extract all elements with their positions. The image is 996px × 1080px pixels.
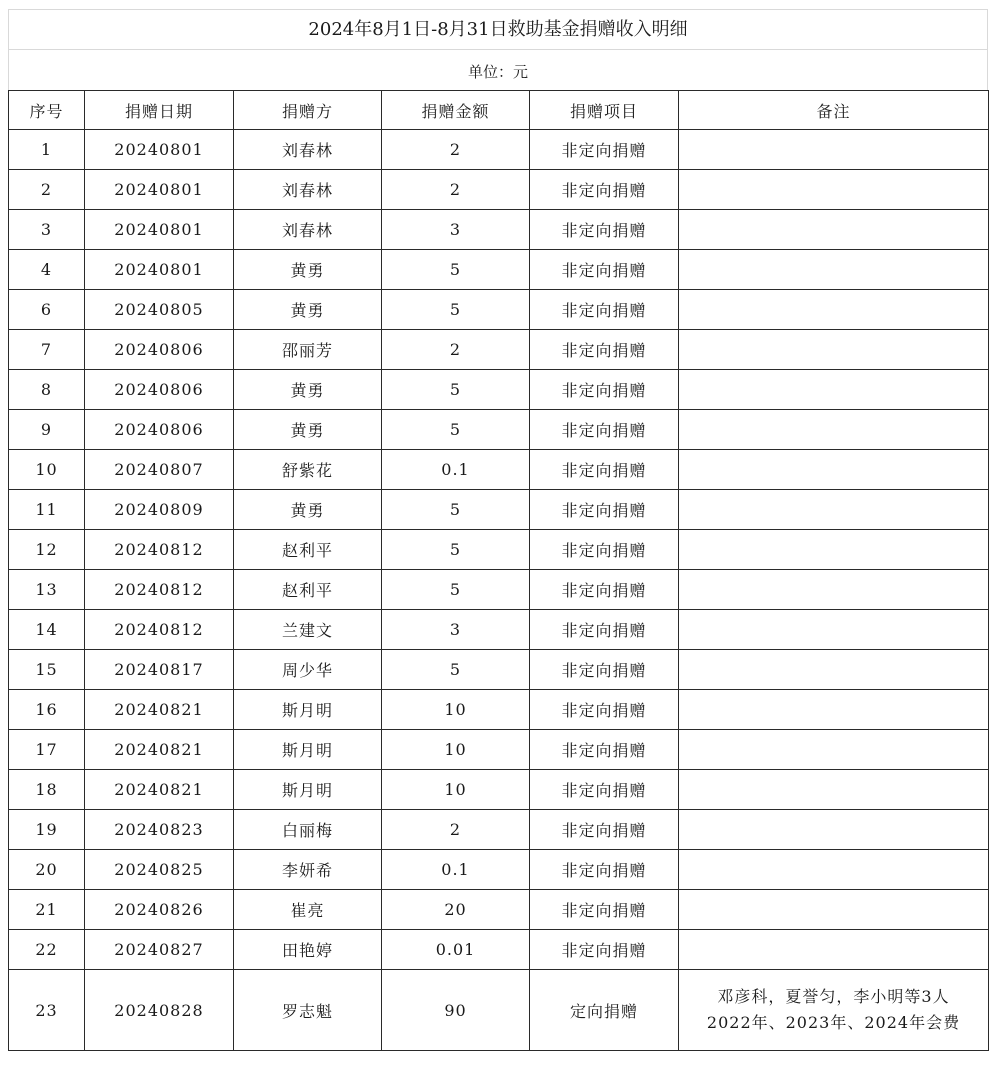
document-title: 2024年8月1日-8月31日救助基金捐赠收入明细 — [8, 9, 988, 49]
cell-project: 非定向捐赠 — [530, 730, 679, 770]
cell-donor: 白丽梅 — [234, 810, 382, 850]
cell-project: 非定向捐赠 — [530, 850, 679, 890]
cell-seq: 8 — [9, 370, 85, 410]
cell-date: 20240809 — [85, 490, 234, 530]
cell-seq: 16 — [9, 690, 85, 730]
cell-note — [679, 890, 989, 930]
donation-table — [8, 90, 989, 1051]
cell-note — [679, 170, 989, 210]
cell-amount: 2 — [382, 130, 530, 170]
table-row — [9, 570, 989, 610]
cell-date: 20240806 — [85, 370, 234, 410]
cell-amount: 3 — [382, 610, 530, 650]
cell-date: 20240826 — [85, 890, 234, 930]
cell-note — [679, 370, 989, 410]
cell-date: 20240821 — [85, 730, 234, 770]
cell-donor: 赵利平 — [234, 570, 382, 610]
cell-donor: 斯月明 — [234, 770, 382, 810]
cell-note — [679, 130, 989, 170]
cell-note — [679, 610, 989, 650]
cell-donor: 黄勇 — [234, 250, 382, 290]
cell-amount: 20 — [382, 890, 530, 930]
table-row — [9, 250, 989, 290]
cell-date: 20240817 — [85, 650, 234, 690]
header-seq: 序号 — [9, 91, 85, 130]
cell-seq: 2 — [9, 170, 85, 210]
header-date: 捐赠日期 — [85, 91, 234, 130]
cell-note — [679, 730, 989, 770]
cell-amount: 3 — [382, 210, 530, 250]
cell-seq: 9 — [9, 410, 85, 450]
cell-seq: 11 — [9, 490, 85, 530]
cell-amount: 5 — [382, 290, 530, 330]
cell-donor: 黄勇 — [234, 490, 382, 530]
cell-donor: 罗志魁 — [234, 970, 382, 1051]
cell-seq: 23 — [9, 970, 85, 1051]
cell-donor: 斯月明 — [234, 730, 382, 770]
table-row — [9, 730, 989, 770]
cell-amount: 5 — [382, 570, 530, 610]
cell-project: 非定向捐赠 — [530, 570, 679, 610]
cell-note — [679, 570, 989, 610]
cell-amount: 2 — [382, 810, 530, 850]
cell-note — [679, 930, 989, 970]
table-row — [9, 130, 989, 170]
cell-seq: 3 — [9, 210, 85, 250]
cell-amount: 5 — [382, 490, 530, 530]
cell-seq: 10 — [9, 450, 85, 490]
table-row — [9, 690, 989, 730]
note-line-2: 2022年、2023年、2024年会费 — [706, 1013, 961, 1032]
cell-project: 非定向捐赠 — [530, 170, 679, 210]
cell-note — [679, 810, 989, 850]
cell-date: 20240823 — [85, 810, 234, 850]
cell-date: 20240828 — [85, 970, 234, 1051]
table-row — [9, 810, 989, 850]
cell-amount: 5 — [382, 650, 530, 690]
cell-project: 非定向捐赠 — [530, 410, 679, 450]
note-line-1: 邓彦科，夏誉匀，李小明等3人 — [717, 987, 950, 1006]
cell-date: 20240812 — [85, 570, 234, 610]
cell-donor: 周少华 — [234, 650, 382, 690]
table-row-last — [9, 970, 989, 1051]
cell-date: 20240825 — [85, 850, 234, 890]
cell-amount: 90 — [382, 970, 530, 1051]
cell-seq: 15 — [9, 650, 85, 690]
table-row — [9, 170, 989, 210]
cell-seq: 7 — [9, 330, 85, 370]
unit-label: 单位：元 — [8, 49, 988, 90]
table-row — [9, 330, 989, 370]
cell-amount: 2 — [382, 330, 530, 370]
table-row — [9, 850, 989, 890]
cell-project: 非定向捐赠 — [530, 370, 679, 410]
cell-donor: 李妍希 — [234, 850, 382, 890]
cell-date: 20240827 — [85, 930, 234, 970]
cell-note — [679, 770, 989, 810]
cell-note — [679, 490, 989, 530]
cell-note — [679, 250, 989, 290]
cell-project: 非定向捐赠 — [530, 650, 679, 690]
table-row — [9, 890, 989, 930]
cell-seq: 21 — [9, 890, 85, 930]
cell-donor: 刘春林 — [234, 130, 382, 170]
cell-amount: 5 — [382, 530, 530, 570]
cell-project: 非定向捐赠 — [530, 250, 679, 290]
cell-donor: 刘春林 — [234, 170, 382, 210]
cell-project: 定向捐赠 — [530, 970, 679, 1051]
cell-donor: 田艳婷 — [234, 930, 382, 970]
table-row — [9, 370, 989, 410]
header-note: 备注 — [679, 91, 989, 130]
cell-date: 20240801 — [85, 170, 234, 210]
table-body — [9, 130, 989, 1051]
cell-date: 20240812 — [85, 530, 234, 570]
cell-date: 20240801 — [85, 210, 234, 250]
table-row — [9, 210, 989, 250]
cell-project: 非定向捐赠 — [530, 130, 679, 170]
cell-seq: 17 — [9, 730, 85, 770]
cell-seq: 19 — [9, 810, 85, 850]
cell-note — [679, 290, 989, 330]
cell-note — [679, 330, 989, 370]
cell-amount: 10 — [382, 770, 530, 810]
cell-donor: 赵利平 — [234, 530, 382, 570]
header-amount: 捐赠金额 — [382, 91, 530, 130]
cell-project: 非定向捐赠 — [530, 290, 679, 330]
cell-note — [679, 410, 989, 450]
cell-seq: 1 — [9, 130, 85, 170]
cell-amount: 10 — [382, 730, 530, 770]
cell-date: 20240821 — [85, 690, 234, 730]
header-donor: 捐赠方 — [234, 91, 382, 130]
cell-note — [679, 690, 989, 730]
header-project: 捐赠项目 — [530, 91, 679, 130]
cell-amount: 2 — [382, 170, 530, 210]
cell-donor: 黄勇 — [234, 370, 382, 410]
cell-project: 非定向捐赠 — [530, 810, 679, 850]
cell-project: 非定向捐赠 — [530, 930, 679, 970]
cell-date: 20240806 — [85, 330, 234, 370]
cell-note — [679, 850, 989, 890]
cell-project: 非定向捐赠 — [530, 210, 679, 250]
cell-date: 20240812 — [85, 610, 234, 650]
cell-donor: 刘春林 — [234, 210, 382, 250]
cell-seq: 14 — [9, 610, 85, 650]
cell-seq: 4 — [9, 250, 85, 290]
cell-project: 非定向捐赠 — [530, 490, 679, 530]
cell-project: 非定向捐赠 — [530, 770, 679, 810]
cell-donor: 崔亮 — [234, 890, 382, 930]
table-row — [9, 410, 989, 450]
cell-donor: 兰建文 — [234, 610, 382, 650]
table-row — [9, 770, 989, 810]
cell-donor: 斯月明 — [234, 690, 382, 730]
cell-project: 非定向捐赠 — [530, 450, 679, 490]
cell-seq: 13 — [9, 570, 85, 610]
cell-note — [679, 650, 989, 690]
cell-date: 20240821 — [85, 770, 234, 810]
cell-amount: 0.1 — [382, 450, 530, 490]
cell-project: 非定向捐赠 — [530, 610, 679, 650]
cell-seq: 22 — [9, 930, 85, 970]
cell-amount: 5 — [382, 410, 530, 450]
cell-note — [679, 970, 989, 1051]
cell-donor: 邵丽芳 — [234, 330, 382, 370]
cell-project: 非定向捐赠 — [530, 890, 679, 930]
cell-seq: 20 — [9, 850, 85, 890]
cell-date: 20240807 — [85, 450, 234, 490]
cell-note — [679, 450, 989, 490]
cell-seq: 18 — [9, 770, 85, 810]
cell-project: 非定向捐赠 — [530, 330, 679, 370]
cell-note — [679, 210, 989, 250]
cell-amount: 5 — [382, 370, 530, 410]
cell-date: 20240801 — [85, 250, 234, 290]
cell-amount: 0.01 — [382, 930, 530, 970]
table-row — [9, 930, 989, 970]
cell-seq: 12 — [9, 530, 85, 570]
cell-date: 20240806 — [85, 410, 234, 450]
table-row — [9, 610, 989, 650]
cell-amount: 0.1 — [382, 850, 530, 890]
table-row — [9, 530, 989, 570]
cell-date: 20240805 — [85, 290, 234, 330]
table-row — [9, 490, 989, 530]
cell-donor: 黄勇 — [234, 290, 382, 330]
cell-project: 非定向捐赠 — [530, 530, 679, 570]
cell-donor: 舒紫花 — [234, 450, 382, 490]
donation-sheet — [8, 9, 988, 1051]
cell-amount: 5 — [382, 250, 530, 290]
cell-note — [679, 530, 989, 570]
table-row — [9, 650, 989, 690]
cell-donor: 黄勇 — [234, 410, 382, 450]
table-header-row — [9, 91, 989, 130]
table-row — [9, 290, 989, 330]
table-row — [9, 450, 989, 490]
cell-date: 20240801 — [85, 130, 234, 170]
cell-amount: 10 — [382, 690, 530, 730]
cell-project: 非定向捐赠 — [530, 690, 679, 730]
cell-seq: 6 — [9, 290, 85, 330]
